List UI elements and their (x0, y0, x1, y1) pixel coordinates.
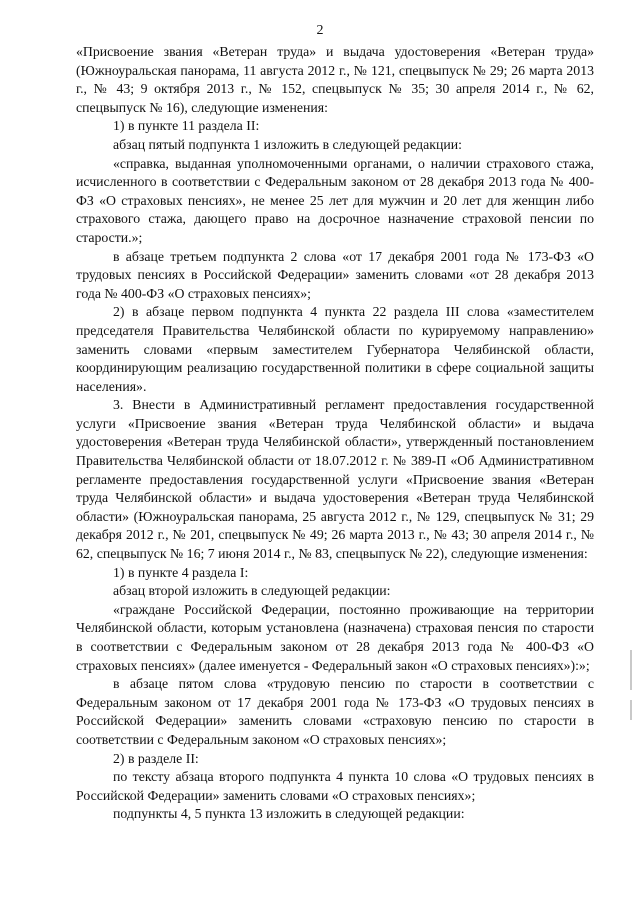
paragraph-9: абзац второй изложить в следующей редакции: (113, 583, 391, 599)
paragraph-7: 3. Внести в Административный регламент предоставления государственной услуги «Присвоение звания «Ветеран труда Челябинской области» и выдача удостоверения «Ветеран труда Челябинской области», утвержденный постановлением Правительства Челябинской области от 18.07.2012 г. № 389-П «Об Административном регламенте предоставления государственной услуги «Присвоение звания «Ветеран труда Челябинской области» и выдача удостоверения «Ветеран труда Челябинской области» (Южноуральская панорама, 25 августа 2012 г., № 129, спецвыпуск № 31; 29 декабря 2012 г., № 201, спецвыпуск № 49; 26 марта 2013 г., № 43; 30 апреля 2014 г., № 62, спецвыпуск № 16; 7 июня 2014 г., № 83, спецвыпуск № 22), следующие изменения: (76, 397, 594, 562)
paragraph-3: абзац пятый подпункта 1 изложить в следующей редакции: (113, 136, 462, 152)
paragraph-10: «граждане Российской Федерации, постоянно проживающие на территории Челябинской области, которым установлена (назначена) страховая пенсия по старости в соответствии с Федеральным законом от 28 декабря 2013 года № 400-ФЗ «О страховых пенсиях» (далее именуется - Федеральный закон «О страховых пенсиях»):»; (76, 601, 594, 673)
paragraph-4: «справка, выданная уполномоченными органами, о наличии страхового стажа, исчисленного в соответствии с Федеральным законом от 28 декабря 2013 года № 400-ФЗ «О страховых пенсиях», не менее 25 лет для мужчин и 20 лет для женщин либо страхового стажа, дающего право на досрочное назначение страховой пенсии по старости.»; (76, 155, 594, 245)
scan-artifact-mark (630, 650, 632, 690)
paragraph-14: подпункты 4, 5 пункта 13 изложить в следующей редакции: (113, 806, 465, 822)
paragraph-6: 2) в абзаце первом подпункта 4 пункта 22 раздела III слова «заместителем председателя Правительства Челябинской области по курируемому направлению» заменить словами «первым заместителем Губернатора Челябинской области, координирующим реализацию государственной политики в сфере социальной защиты населения». (76, 304, 594, 394)
paragraph-5: в абзаце третьем подпункта 2 слова «от 17 декабря 2001 года № 173-ФЗ «О трудовых пенсиях в Российской Федерации» заменить словами «от 28 декабря 2013 года № 400-ФЗ «О страховых пенсиях»; (76, 248, 594, 301)
paragraph-2: 1) в пункте 11 раздела II: (113, 118, 260, 134)
paragraph-11: в абзаце пятом слова «трудовую пенсию по старости в соответствии с Федеральным законом от 17 декабря 2001 года № 173-ФЗ «О трудовых пенсиях в Российской Федерации» заменить словами «страховую пенсию по старости в соответствии с Федеральным законом «О страховых пенсиях»; (76, 676, 594, 747)
paragraph-1: «Присвоение звания «Ветеран труда» и выдача удостоверения «Ветеран труда» (Южноуральская панорама, 11 августа 2012 г., № 121, спецвыпуск № 29; 26 марта 2013 г., № 43; 9 октября 2013 г., № 152, спецвыпуск № 35; 30 апреля 2014 г., № 62, спецвыпуск № 16), следующие изменения: (76, 44, 594, 115)
paragraph-13: по тексту абзаца второго подпункта 4 пункта 10 слова «О трудовых пенсиях в Российской Федерации» заменить словами «О страховых пенсиях»; (76, 769, 594, 803)
page-number: 2 (316, 23, 324, 38)
paragraph-12: 2) в разделе II: (113, 750, 199, 766)
paragraph-8: 1) в пункте 4 раздела I: (113, 564, 249, 580)
scan-artifact-mark (630, 700, 632, 720)
document-body (76, 43, 594, 824)
